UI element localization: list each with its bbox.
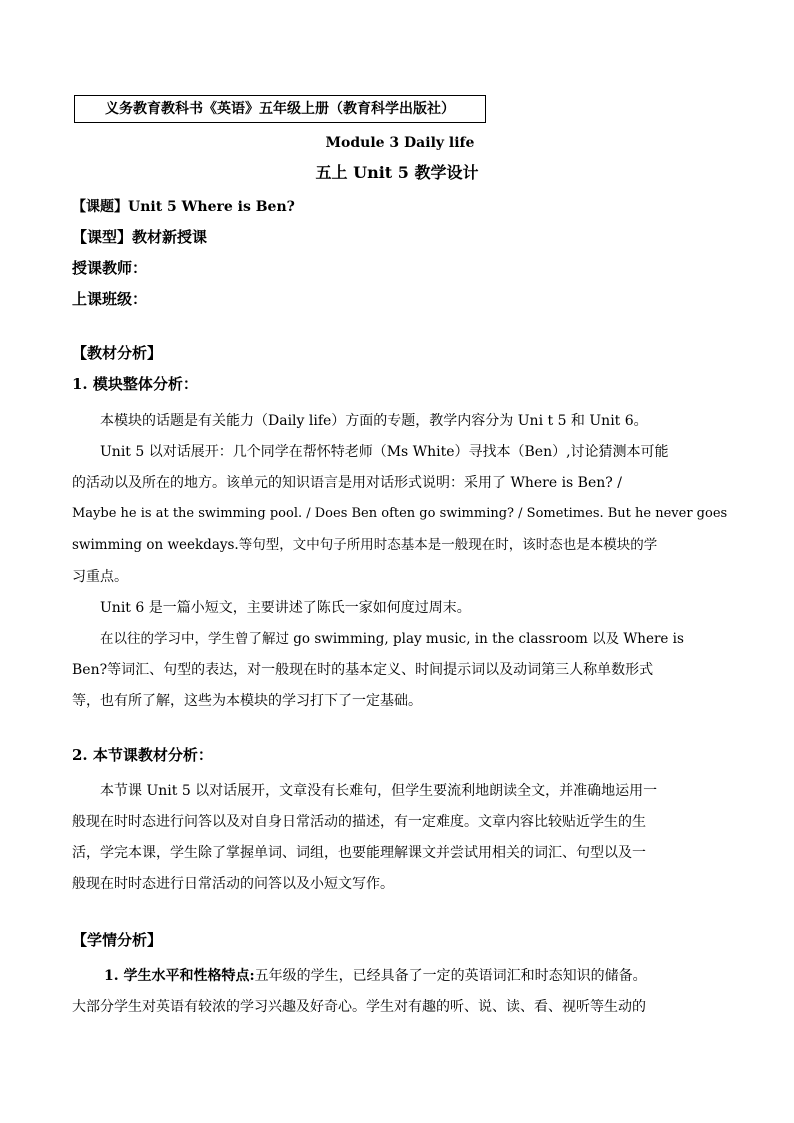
module-title: Module 3 Daily life	[325, 135, 475, 151]
paragraph-line: 活，学完本课，学生除了掌握单词、词组，也要能理解课文并尝试用相关的词汇、句型以及一	[72, 845, 646, 861]
paragraph-line: swimming on weekdays.等句型，文中句子所用时态基本是一般现在时，该时态也是本模块的学	[72, 537, 658, 553]
teacher-line: 授课教师：	[72, 259, 148, 277]
paragraph-line: 在以往的学习中，学生曾了解过 go swimming, play music, in the classroom 以及 Where is	[100, 631, 684, 647]
class-line: 上课班级：	[72, 290, 148, 308]
student-level-line	[104, 965, 647, 987]
paragraph-line: 习重点。	[72, 569, 128, 585]
paragraph-line: 般现在时时态进行日常活动的问答以及小短文写作。	[72, 876, 394, 892]
document-title: 五上 Unit 5 教学设计	[315, 163, 479, 182]
lesson-type-line: 【课型】教材新授课	[72, 228, 208, 246]
paragraph-line: Unit 6 是一篇小短文，主要讲述了陈氏一家如何度过周末。	[100, 600, 471, 616]
paragraph-line: 般现在时时态进行问答以及对自身日常活动的描述，有一定难度。文章内容比较贴近学生的生	[72, 814, 646, 830]
student-analysis-heading: 【学情分析】	[72, 931, 163, 949]
textbook-analysis-heading: 【教材分析】	[72, 344, 163, 362]
student-level-text: 五年级的学生，已经具备了一定的英语词汇和时态知识的储备。	[254, 968, 647, 984]
paragraph-line: Maybe he is at the swimming pool. / Does Ben often go swimming? / Sometimes. But he never goes	[72, 506, 728, 521]
lesson-analysis-heading: 2. 本节课教材分析：	[72, 746, 213, 764]
paragraph-line: 大部分学生对英语有较浓的学习兴趣及好奇心。学生对有趣的听、说、读、看、视听等生动的	[72, 999, 646, 1015]
paragraph-line: 等，也有所了解，这些为本模块的学习打下了一定基础。	[72, 693, 422, 709]
paragraph-line: 的活动以及所在的地方。该单元的知识语言是用对话形式说明：采用了 Where is Ben? /	[72, 475, 622, 491]
module-analysis-heading: 1. 模块整体分析：	[72, 375, 198, 393]
student-level-label: 1. 学生水平和性格特点:	[104, 968, 255, 984]
paragraph-line: Ben?等词汇、句型的表达，对一般现在时的基本定义、时间提示词以及动词第三人称单数形式	[72, 662, 654, 678]
paragraph-line: Unit 5 以对话展开：几个同学在帮怀特老师（Ms White）寻找本（Ben）,讨论猜测本可能	[100, 444, 669, 460]
paragraph-line: 本节课 Unit 5 以对话展开，文章没有长难句，但学生要流利地朗读全文，并准确地运用一	[100, 783, 658, 799]
textbook-header-box: 义务教育教科书《英语》五年级上册（教育科学出版社）	[74, 95, 486, 123]
paragraph-line: 本模块的话题是有关能力（Daily life）方面的专题，教学内容分为 Uni t 5 和 Unit 6。	[100, 413, 648, 429]
topic-line: 【课题】Unit 5 Where is Ben?	[72, 199, 295, 215]
